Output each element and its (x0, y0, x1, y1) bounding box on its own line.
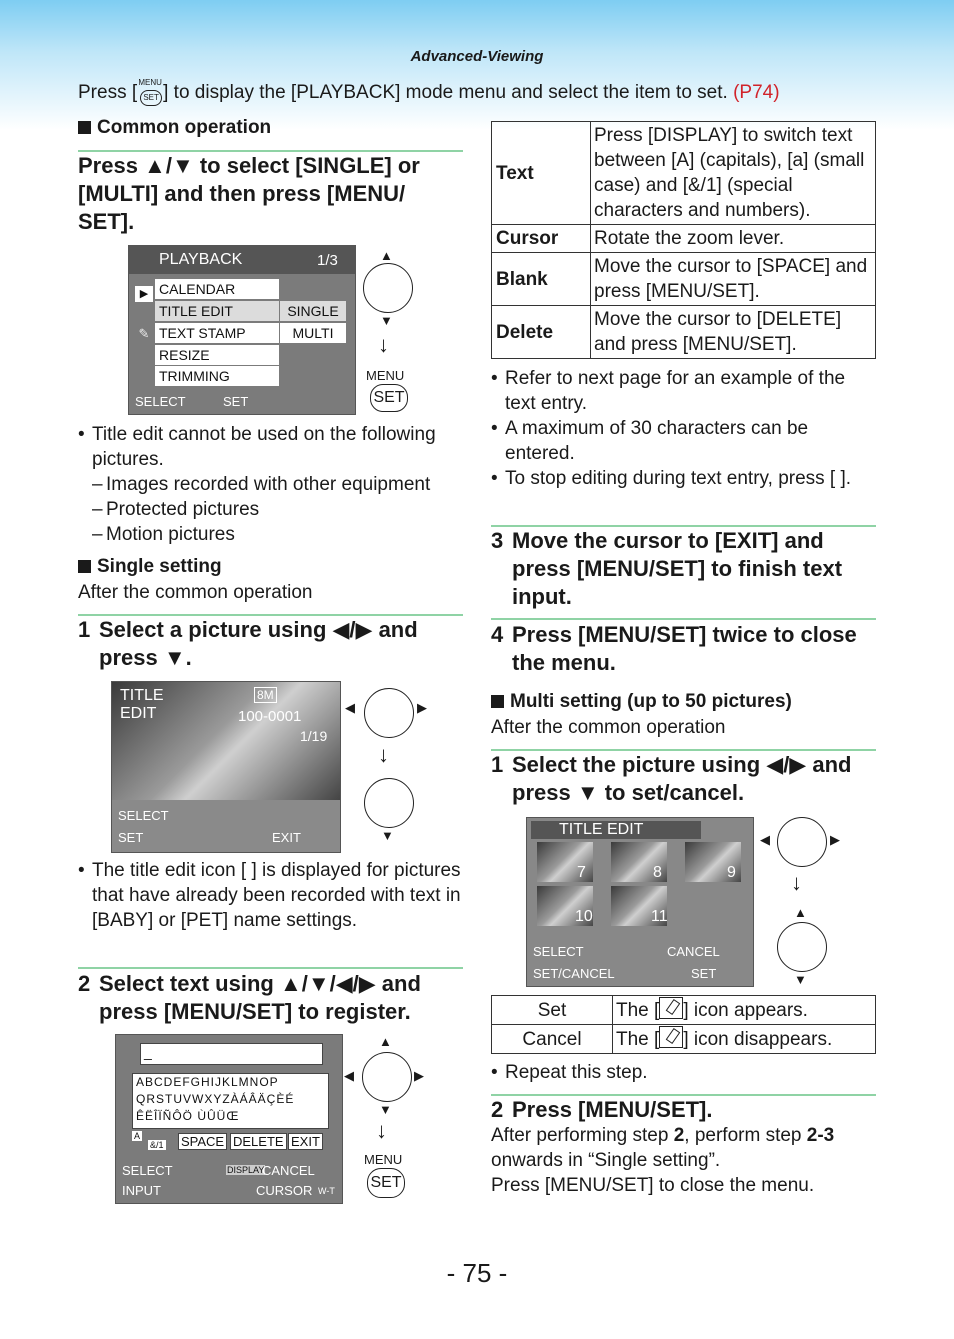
single-step-2 (78, 970, 463, 1030)
footer-set: SET (118, 830, 144, 845)
body-line: Press [MENU/SET] to close the menu. (491, 1175, 815, 1196)
table-row (492, 996, 876, 1025)
table-value: Move the cursor to [SPACE] and press [MENU/SET]. (591, 253, 876, 306)
menu-label: MENU (138, 78, 162, 87)
step-number: 1 (78, 617, 91, 642)
menu-item-label: TEXT STAMP (159, 325, 246, 341)
table-key: Delete (492, 306, 591, 359)
keyboard-row: ÊËÎÏÑÔÖ ÙÛÜŒ (136, 1109, 240, 1123)
table-row (492, 225, 876, 253)
right-arrow-icon: ▶ (830, 832, 840, 847)
table-value: Move the cursor to [DELETE] and press [MENU/SET]. (591, 306, 876, 359)
table-value (613, 996, 876, 1025)
menu-label: MENU (364, 1152, 403, 1167)
title-edit-icon (659, 997, 683, 1019)
table-row (492, 122, 876, 225)
page-reference-link[interactable]: (P74) (733, 82, 780, 104)
keyboard-row: ABCDEFGHIJKLMNOP (136, 1075, 279, 1089)
footer-select: SELECT (135, 394, 186, 409)
down-arrow-icon: ▼ (794, 972, 807, 987)
note-bullet: • Repeat this step. (491, 1060, 876, 1085)
mode-capitals[interactable]: A (134, 1131, 141, 1141)
square-bullet-icon (491, 695, 504, 708)
set-button-icon: SET (367, 1168, 405, 1198)
intro-post: ] to display the [PLAYBACK] mode menu and select the item to set. (163, 82, 728, 104)
single-step-1 (78, 616, 463, 676)
table-row (492, 253, 876, 306)
thumb-number: 10 (575, 908, 593, 925)
down-arrow-icon: ▼ (379, 1102, 392, 1117)
repeat-note (491, 1060, 876, 1085)
step-number: 3 (491, 528, 504, 553)
multi-setting-heading (491, 691, 792, 713)
body-line (491, 1123, 876, 1148)
exit-key[interactable]: EXIT (288, 1133, 323, 1150)
multi-setting-label: Multi setting (up to 50 pictures) (510, 691, 792, 712)
multi-sub: After the common operation (491, 717, 726, 738)
title-edit-label (120, 687, 164, 723)
set-cancel-table (491, 995, 876, 1054)
flow-arrow-icon: ↓ (378, 742, 389, 767)
nav-pad-icon (362, 1052, 412, 1102)
intro-line (78, 80, 780, 106)
menu-item-title-edit[interactable] (155, 301, 279, 321)
step-number: 2 (491, 1097, 504, 1122)
menu-label: MENU (366, 368, 405, 383)
footer-select: SELECT (122, 1163, 173, 1178)
footer-cursor: CURSOR (256, 1183, 313, 1198)
set-button-icon: SET (370, 384, 408, 412)
down-arrow-icon: ▼ (381, 828, 394, 843)
footer-select: SELECT (118, 808, 169, 823)
multi-title: TITLE EDIT (559, 821, 644, 838)
note-dash: – Protected pictures (78, 497, 463, 522)
footer-set: SET (691, 966, 717, 981)
text-entry-screen (115, 1034, 343, 1204)
menu-item-calendar[interactable] (155, 279, 279, 299)
value-post: ] icon appears. (683, 1000, 808, 1021)
up-arrow-icon: ▲ (794, 905, 807, 920)
delete-key[interactable]: DELETE (230, 1133, 287, 1150)
menu-item-resize[interactable] (155, 345, 279, 365)
step-text: Press [MENU/SET]. (512, 1097, 713, 1122)
title-line1: TITLE (120, 687, 164, 704)
table-value: Rotate the zoom lever. (591, 225, 876, 253)
multi-step-1 (491, 751, 876, 809)
left-arrow-icon: ◀ (760, 832, 770, 847)
table-row (492, 306, 876, 359)
step-number: 1 (491, 752, 504, 777)
thumb-number: 9 (727, 864, 736, 881)
up-arrow-icon: ▲ (379, 1034, 392, 1049)
multi-step-2 (491, 1096, 876, 1126)
option-multi[interactable]: MULTI (280, 323, 346, 343)
left-arrow-icon: ◀ (344, 1068, 354, 1083)
menu-item-label: RESIZE (159, 347, 210, 363)
option-single[interactable]: SINGLE (280, 301, 346, 321)
text-input-field[interactable]: _ (140, 1043, 323, 1065)
table-key: Cancel (492, 1025, 613, 1054)
step-text: Select the picture using ◀/▶ and press ▼ to set/cancel. (512, 752, 852, 805)
single-setting-heading (78, 556, 222, 578)
common-instruction: Press ▲/▼ to select [SINGLE] or [MULTI] and then press [MENU/ SET]. (78, 153, 420, 234)
flow-arrow-icon: ↓ (791, 870, 802, 895)
footer-wt: W-T (318, 1186, 335, 1196)
play-icon: ▶ (135, 286, 153, 302)
note-bullet: • The title edit icon [ ] is displayed for pictures that have already been recorded with text in [BABY] or [PET] name settings. (78, 858, 463, 933)
note-bullet: • Refer to next page for an example of the text entry. (491, 366, 876, 416)
divider (491, 618, 876, 620)
note-dash: – Images recorded with other equipment (78, 472, 463, 497)
thumb-number: 11 (651, 908, 668, 925)
page-number: - 75 - (446, 1258, 508, 1288)
table-key: Blank (492, 253, 591, 306)
single-setting-label: Single setting (97, 556, 222, 577)
step-text: Press [MENU/SET] twice to close the menu. (512, 622, 857, 675)
body-line: onwards in “Single setting”. (491, 1150, 721, 1171)
set-label: SET (140, 90, 162, 106)
multi-title-edit-screen (526, 817, 754, 987)
single-step-3 (491, 527, 876, 613)
single-sub: After the common operation (78, 582, 313, 603)
thumb-number: 7 (577, 864, 586, 881)
file-number: 100-0001 (238, 708, 302, 725)
space-key[interactable]: SPACE (178, 1133, 227, 1150)
nav-pad-icon (363, 263, 413, 313)
nav-pad-icon (777, 817, 827, 867)
step-ref: 2 (673, 1125, 685, 1146)
value-post: ] icon disappears. (683, 1029, 833, 1050)
table-value: Press [DISPLAY] to switch text between [A] (capitals), [a] (small case) and [&/1] (special characters and numbers). (591, 122, 876, 225)
table-value (613, 1025, 876, 1054)
up-arrow-icon: ▲ (380, 248, 393, 263)
text-run: After performing step (491, 1125, 674, 1146)
step-text: Select text using ▲/▼/◀/▶ and press [MENU/SET] to register. (99, 971, 421, 1024)
table-key: Set (492, 996, 613, 1025)
footer-input: INPUT (122, 1183, 161, 1198)
step-ref: 2-3 (806, 1125, 835, 1146)
nav-pad-icon (364, 778, 414, 828)
value-pre: The [ (616, 1000, 660, 1021)
footer-select: SELECT (533, 944, 584, 959)
menu-set-button-icon (137, 80, 163, 106)
text-operation-table (491, 121, 876, 359)
footer-exit: EXIT (272, 830, 301, 845)
step-number: 4 (491, 622, 504, 647)
nav-pad-icon (364, 688, 414, 738)
right-arrow-icon: ▶ (417, 700, 427, 715)
character-keyboard[interactable] (132, 1073, 329, 1129)
mode-symbols[interactable]: &/1 (150, 1140, 164, 1150)
menu-item-text-stamp[interactable] (155, 323, 279, 343)
footer-cancel: CANCEL (667, 944, 720, 959)
step-text: Select a picture using ◀/▶ and press ▼. (99, 617, 418, 670)
title-edit-picture-screen (111, 681, 341, 853)
wrench-icon: ✎ (138, 326, 150, 341)
common-operation-label: Common operation (97, 117, 272, 138)
keyboard-row: QRSTUVWXYZÀÁÂÄÇÈÉ (136, 1092, 295, 1106)
footer-set: SET (223, 394, 249, 409)
size-badge: 8M (254, 687, 277, 703)
menu-item-label: CALENDAR (159, 281, 236, 297)
table-row (492, 1025, 876, 1054)
text-entry-notes (491, 366, 876, 491)
menu-item-trimming[interactable] (155, 366, 279, 386)
title-line2: EDIT (120, 705, 157, 722)
text-run: , perform step (684, 1125, 807, 1146)
flow-arrow-icon: ↓ (376, 1118, 387, 1143)
multi-step-2-body (491, 1123, 876, 1198)
thumb-number: 8 (653, 864, 662, 881)
header-band (0, 0, 954, 130)
step-text: Move the cursor to [EXIT] and press [MENU/SET] to finish text input. (512, 528, 843, 609)
footer-cancel: CANCEL (262, 1163, 315, 1178)
flow-arrow-icon: ↓ (378, 332, 389, 357)
menu-item-label: TITLE EDIT (159, 303, 233, 319)
right-arrow-icon: ▶ (414, 1068, 424, 1083)
table-key: Text (492, 122, 591, 225)
note-dash: – Motion pictures (78, 522, 463, 547)
intro-pre: Press [ (78, 82, 138, 104)
square-bullet-icon (78, 560, 91, 573)
note-bullet: • Title edit cannot be used on the following pictures. (78, 422, 463, 472)
note-bullet: • A maximum of 30 characters can be entered. (491, 416, 876, 466)
title-edit-icon (659, 1026, 683, 1048)
section-title: Advanced-Viewing (410, 48, 544, 65)
picture-count: 1/19 (300, 728, 328, 744)
note-bullet: • To stop editing during text entry, press [ ]. (491, 466, 876, 491)
value-pre: The [ (616, 1029, 660, 1050)
playback-menu-screen (128, 245, 356, 415)
table-key: Cursor (492, 225, 591, 253)
page-indicator: 1/3 (317, 252, 338, 269)
square-bullet-icon (78, 121, 91, 134)
divider (78, 967, 463, 969)
playback-title: PLAYBACK (159, 251, 243, 268)
down-arrow-icon: ▼ (380, 313, 393, 328)
title-edit-notes (78, 422, 463, 547)
step-number: 2 (78, 971, 91, 996)
left-arrow-icon: ◀ (345, 700, 355, 715)
footer-set-cancel: SET/CANCEL (533, 966, 615, 981)
display-badge: DISPLAY (227, 1165, 265, 1175)
title-edit-icon-note (78, 858, 463, 933)
nav-pad-icon (777, 922, 827, 972)
common-operation-heading (78, 117, 271, 139)
menu-item-label: TRIMMING (159, 368, 230, 384)
single-step-4 (491, 621, 876, 679)
